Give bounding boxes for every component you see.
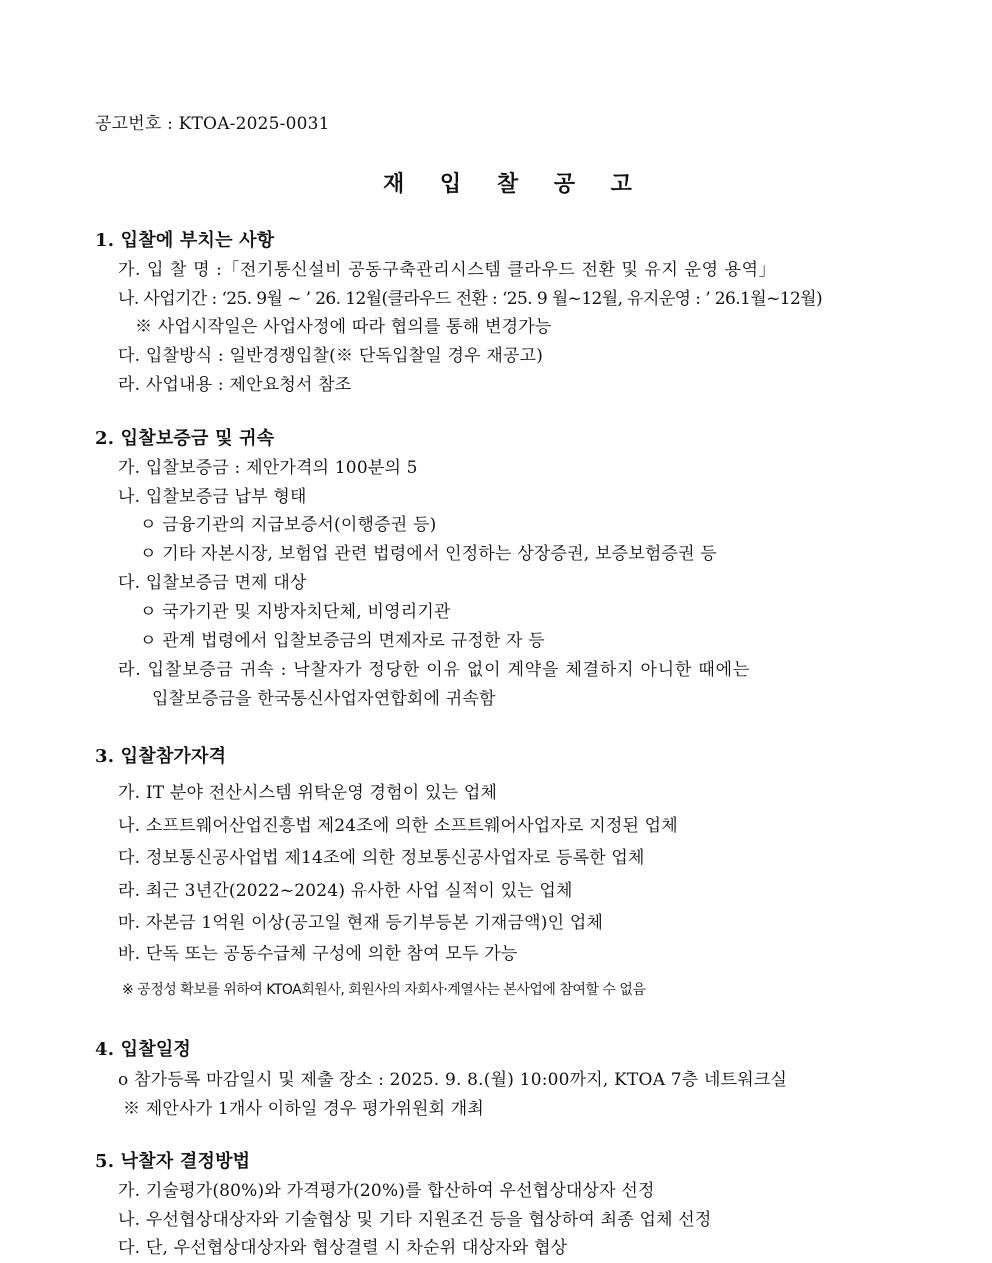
- list-item: 라. 입찰보증금 귀속 : 낙찰자가 정당한 이유 없이 계약을 체결하지 아니한 때에는: [118, 660, 751, 680]
- section-heading: 2. 입찰보증금 및 귀속: [95, 428, 275, 449]
- list-item: 다. 정보통신공사업법 제14조에 의한 정보통신공사업자로 등록한 업체: [118, 848, 645, 868]
- list-item: 바. 단독 또는 공동수급체 구성에 의한 참여 모두 가능: [118, 944, 518, 964]
- notice-number: 공고번호 : KTOA-2025-0031: [95, 114, 330, 134]
- list-item: 라. 사업내용 : 제안요청서 참조: [118, 375, 352, 395]
- list-item: ㅇ 금융기관의 지급보증서(이행증권 등): [140, 515, 437, 535]
- list-item: 다. 입찰보증금 면제 대상: [118, 573, 307, 593]
- section-heading: 3. 입찰참가자격: [95, 746, 227, 767]
- list-item: ㅇ 국가기관 및 지방자치단체, 비영리기관: [140, 602, 451, 622]
- list-item: ※ 제안사가 1개사 이하일 경우 평가위원회 개최: [123, 1099, 485, 1119]
- list-item: 나. 소프트웨어산업진흥법 제24조에 의한 소프트웨어사업자로 지정된 업체: [118, 816, 678, 836]
- section-heading: 5. 낙찰자 결정방법: [95, 1151, 251, 1172]
- list-item: 나. 입찰보증금 납부 형태: [118, 487, 307, 507]
- list-item: 라. 최근 3년간(2022~2024) 유사한 사업 실적이 있는 업체: [118, 881, 573, 901]
- list-item: 입찰보증금을 한국통신사업자연합회에 귀속함: [152, 689, 496, 709]
- note: ※ 공정성 확보를 위하여 KTOA회원사, 회원사의 자회사·계열사는 본사업에 참여할 수 없음: [122, 982, 646, 998]
- list-item: 가. 입찰보증금 : 제안가격의 100분의 5: [118, 458, 418, 478]
- list-item: 가. 입 찰 명 :「전기통신설비 공동구축관리시스템 클라우드 전환 및 유지 운영 용역」: [118, 260, 777, 280]
- list-item: 다. 입찰방식 : 일반경쟁입찰(※ 단독입찰일 경우 재공고): [118, 346, 544, 366]
- list-item: 가. IT 분야 전산시스템 위탁운영 경험이 있는 업체: [118, 783, 498, 803]
- list-item: 마. 자본금 1억원 이상(공고일 현재 등기부등본 기재금액)인 업체: [118, 913, 604, 933]
- section-heading: 1. 입찰에 부치는 사항: [95, 230, 275, 251]
- list-item: 가. 기술평가(80%)와 가격평가(20%)를 합산하여 우선협상대상자 선정: [118, 1181, 655, 1201]
- list-item: ※ 사업시작일은 사업사정에 따라 협의를 통해 변경가능: [135, 317, 552, 337]
- page-title: 재 입 찰 공 고: [383, 171, 646, 197]
- list-item: o 참가등록 마감일시 및 제출 장소 : 2025. 9. 8.(월) 10:00까지, KTOA 7층 네트워크실: [118, 1070, 788, 1090]
- list-item: 나. 우선협상대상자와 기술협상 및 기타 지원조건 등을 협상하여 최종 업체 선정: [118, 1210, 712, 1230]
- section-heading: 4. 입찰일정: [95, 1039, 192, 1060]
- list-item: 나. 사업기간 : ‘25. 9월 ~ ’ 26. 12월(클라우드 전환 : ‘25. 9 월~12월, 유지운영 : ’ 26.1월~12월): [118, 289, 823, 309]
- list-item: ㅇ 기타 자본시장, 보험업 관련 법령에서 인정하는 상장증권, 보증보험증권 등: [140, 544, 717, 564]
- list-item: ㅇ 관계 법령에서 입찰보증금의 면제자로 규정한 자 등: [140, 631, 545, 651]
- list-item: 다. 단, 우선협상대상자와 협상결렬 시 차순위 대상자와 협상: [118, 1238, 568, 1258]
